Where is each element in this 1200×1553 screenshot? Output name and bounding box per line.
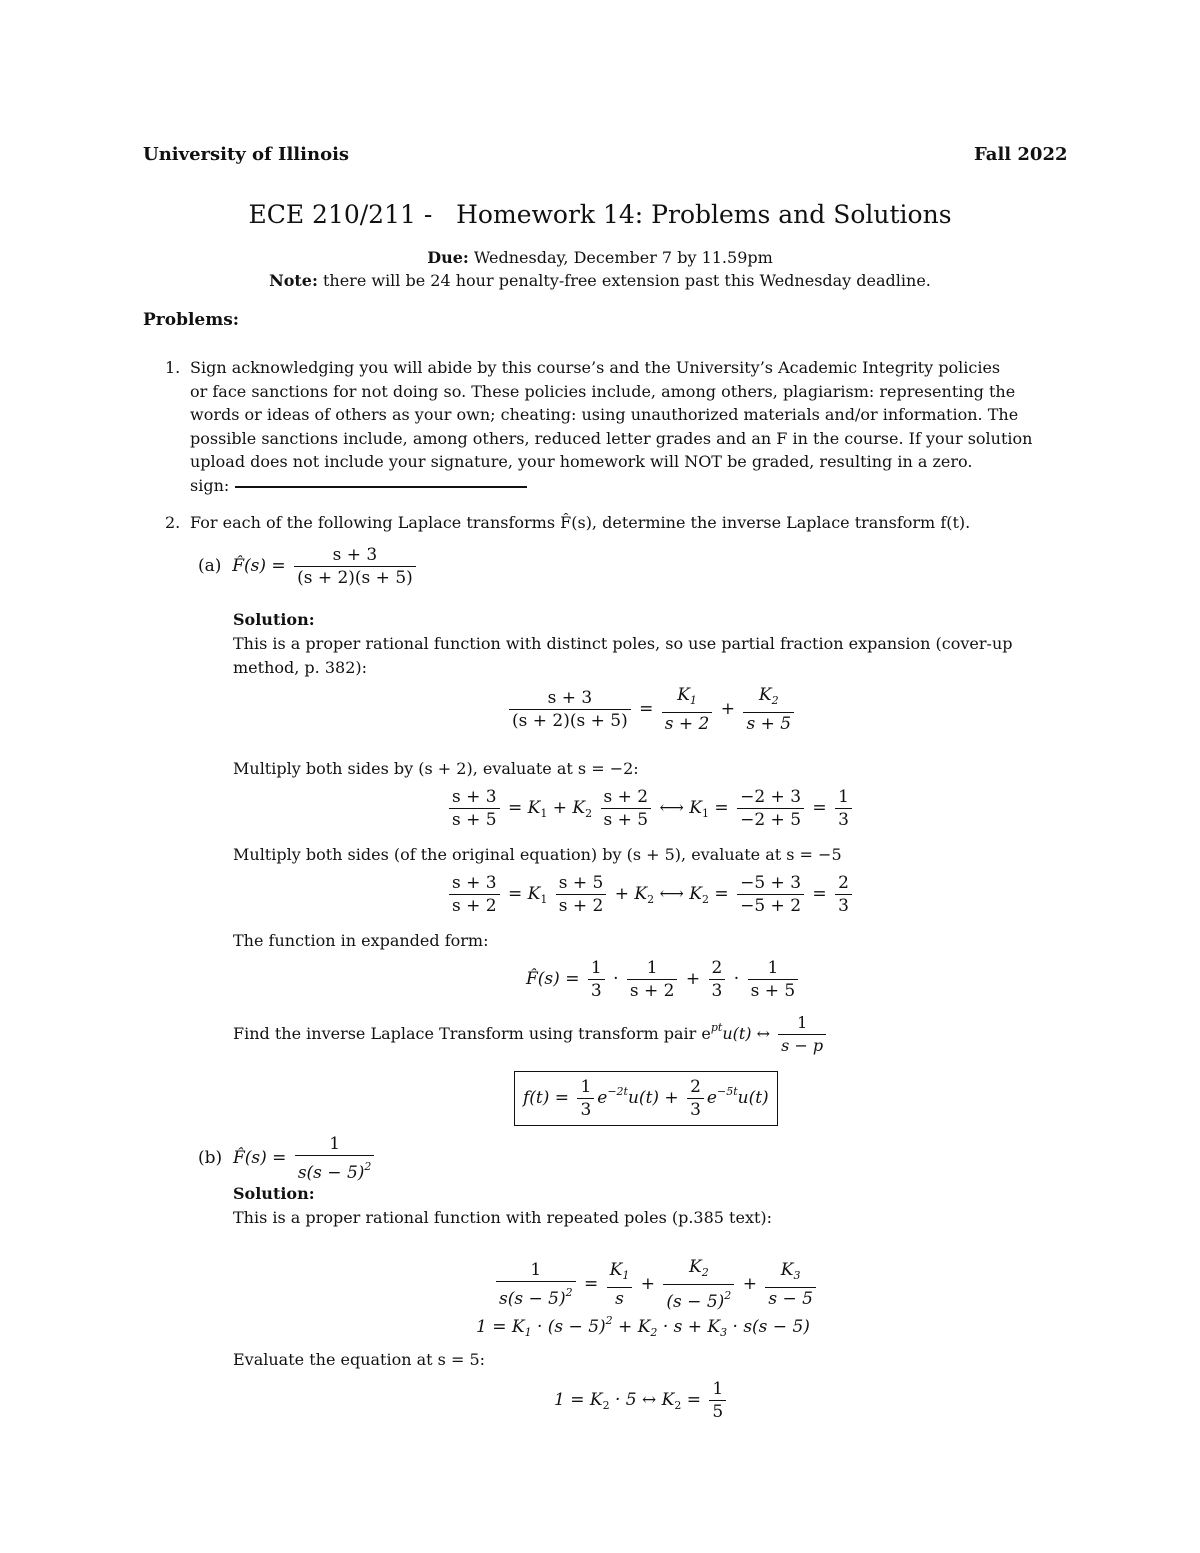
fraction-denominator: (s + 2)(s + 5) — [509, 709, 631, 732]
part-b-fraction — [295, 1133, 375, 1184]
term: + K — [614, 884, 648, 904]
superscript: −2t — [607, 1085, 628, 1098]
superscript: 2 — [364, 1160, 372, 1173]
part-a-pfe-equation — [506, 684, 797, 735]
subscript: 2 — [702, 893, 710, 906]
fraction — [496, 1259, 576, 1310]
fraction-denominator — [663, 1284, 734, 1313]
fraction — [577, 1076, 594, 1121]
fraction-numerator: −5 + 3 — [740, 873, 802, 893]
subscript: 2 — [701, 1266, 709, 1279]
fraction-numerator — [662, 684, 713, 712]
term: + K — [612, 1317, 651, 1337]
fraction — [737, 872, 804, 917]
subscript: 1 — [702, 807, 710, 820]
coefficient: K — [758, 685, 772, 705]
fraction-denominator: s + 5 — [743, 712, 794, 735]
fraction-denominator: s — [607, 1287, 633, 1310]
semester: Fall 2022 — [974, 144, 1068, 165]
term: · (s − 5) — [531, 1317, 606, 1337]
problem1-line: upload does not include your signature, your homework will NOT be graded, resulting in a zero. — [190, 452, 973, 471]
subscript: 2 — [602, 1399, 610, 1412]
fraction-denominator: s + 2 — [662, 712, 713, 735]
eval-equation — [554, 1378, 729, 1423]
subscript: 3 — [720, 1326, 728, 1339]
plus: + — [720, 699, 736, 719]
fraction-numerator — [663, 1256, 734, 1284]
part-a-solution-text — [233, 632, 1073, 679]
fraction-denominator: s + 5 — [449, 808, 500, 831]
fraction-denominator: s + 2 — [627, 979, 678, 1002]
term: = K — [508, 798, 541, 818]
subscript: 1 — [689, 694, 697, 707]
fraction-numerator: 1 — [580, 1077, 592, 1097]
term: u(t) + — [627, 1088, 679, 1108]
part-b-label: (b) — [198, 1148, 223, 1168]
problem1-line: Sign acknowledging you will abide by this course’s and the University’s Academic Integrity policies — [190, 358, 1001, 377]
fraction-numerator: 2 — [838, 873, 849, 893]
step2-equation — [446, 872, 855, 917]
fraction-denominator — [496, 1281, 576, 1310]
subscript: 1 — [622, 1269, 630, 1282]
problem2-number: 2. — [165, 513, 181, 532]
fraction-denominator: 5 — [709, 1400, 726, 1423]
equals: = — [709, 884, 729, 904]
fraction-numerator — [765, 1259, 816, 1287]
fraction-numerator: 1 — [329, 1134, 341, 1154]
equals: = — [681, 1390, 702, 1410]
fraction-numerator: s + 5 — [558, 873, 604, 893]
term: · 5 ↔ K — [609, 1390, 675, 1410]
part-b-coefficient-equation — [476, 1314, 810, 1339]
term: 1 = K — [476, 1317, 525, 1337]
term: e — [706, 1088, 717, 1108]
fraction-numerator — [743, 684, 794, 712]
superscript: pt — [710, 1021, 723, 1034]
fraction-numerator: s + 3 — [332, 545, 378, 565]
term: F̂(s) = — [526, 969, 580, 989]
expanded-text: The function in expanded form: — [233, 931, 489, 950]
term: ⟷ K — [654, 884, 703, 904]
inverse-text-line — [233, 1012, 829, 1057]
signature-row — [190, 474, 1070, 498]
coefficient: K — [780, 1260, 794, 1280]
due-label: Due: — [427, 248, 469, 267]
fraction-denominator: 3 — [577, 1098, 594, 1121]
problems-heading: Problems: — [143, 310, 240, 330]
term: 1 = K — [554, 1390, 603, 1410]
plus: + — [640, 1274, 656, 1294]
fraction-denominator: −5 + 2 — [737, 894, 804, 917]
plus: + — [742, 1274, 757, 1294]
subscript: 1 — [540, 893, 548, 906]
step1-equation — [446, 786, 855, 831]
subscript: 2 — [650, 1326, 658, 1339]
fraction-denominator: 3 — [588, 979, 605, 1002]
term: ⟷ K — [659, 798, 703, 818]
subscript: 2 — [585, 807, 593, 820]
term: · s + K — [657, 1317, 721, 1337]
dot: · — [733, 969, 740, 989]
fraction-numerator: 2 — [711, 958, 723, 978]
fraction-numerator: 1 — [767, 958, 779, 978]
superscript: 2 — [605, 1314, 613, 1327]
step2-text: Multiply both sides (of the original equation) by (s + 5), evaluate at s = −5 — [233, 845, 842, 864]
fraction-denominator: (s + 2)(s + 5) — [294, 566, 416, 589]
equals: = — [709, 798, 729, 818]
page-title: ECE 210/211 - Homework 14: Problems and Solutions — [248, 200, 952, 229]
fraction-numerator: 1 — [530, 1260, 542, 1280]
fraction — [687, 1076, 704, 1121]
signature-line[interactable] — [235, 486, 527, 488]
fraction — [743, 684, 794, 735]
fraction-numerator: 1 — [646, 958, 658, 978]
coefficient: K — [689, 1257, 702, 1277]
fraction — [509, 687, 631, 732]
fraction — [662, 684, 713, 735]
fraction-denominator: s + 5 — [748, 979, 799, 1002]
fraction — [835, 872, 852, 917]
fraction — [709, 1378, 726, 1423]
part-b-pfe-equation — [493, 1256, 819, 1313]
plus: + — [685, 969, 701, 989]
subscript: 2 — [647, 893, 655, 906]
subscript: 2 — [674, 1399, 682, 1412]
fraction-denominator: s + 5 — [601, 808, 652, 831]
fraction-denominator: 3 — [835, 808, 852, 831]
equals: = — [812, 884, 827, 904]
note-text: there will be 24 hour penalty-free extension past this Wednesday deadline. — [317, 271, 931, 290]
problem1-line: possible sanctions include, among others, reduced letter grades and an F in the course. If your solution — [190, 428, 1033, 448]
part-b-solution-label: Solution: — [233, 1184, 315, 1203]
term: u(t) — [737, 1088, 769, 1108]
subscript: 2 — [771, 694, 779, 707]
part-a-lhs: F̂(s) = — [232, 556, 286, 576]
dot: · — [613, 969, 619, 989]
equals: = — [639, 699, 654, 719]
term: u(t) ↔ — [722, 1024, 771, 1043]
term: + K — [547, 798, 586, 818]
solution-line: This is a proper rational function with distinct poles, so use partial fraction expansion (cover-up — [233, 634, 1013, 653]
due-line — [0, 248, 1200, 267]
term: f(t) = — [523, 1088, 570, 1108]
fraction — [627, 957, 678, 1002]
problem1-body — [190, 356, 1070, 497]
fraction-numerator: s + 3 — [452, 873, 497, 893]
fraction — [449, 872, 500, 917]
fraction-numerator: 1 — [838, 787, 849, 807]
expanded-equation — [526, 957, 801, 1002]
problem2-intro: For each of the following Laplace transforms F̂(s), determine the inverse Laplace transform f(t). — [190, 513, 971, 532]
university-name: University of Illinois — [143, 144, 350, 165]
note-line — [0, 271, 1200, 290]
term: s(s − 5) — [499, 1289, 566, 1309]
part-b-solution-text: This is a proper rational function with repeated poles (p.385 text): — [233, 1208, 773, 1227]
fraction — [709, 957, 726, 1002]
fraction — [556, 872, 607, 917]
fraction-numerator: 1 — [590, 958, 602, 978]
sign-label: sign: — [190, 475, 230, 495]
subscript: 3 — [793, 1269, 801, 1282]
term: · s(s − 5) — [727, 1317, 810, 1337]
fraction — [835, 786, 852, 831]
subscript: 1 — [540, 807, 548, 820]
superscript: −5t — [716, 1085, 738, 1098]
fraction — [737, 786, 804, 831]
subscript: 1 — [524, 1326, 532, 1339]
part-a-answer-box — [514, 1071, 778, 1126]
fraction-numerator: 2 — [690, 1077, 701, 1097]
fraction-numerator: −2 + 3 — [740, 787, 802, 807]
solution-line: method, p. 382): — [233, 657, 368, 677]
coefficient: K — [609, 1260, 623, 1280]
fraction-denominator: −2 + 5 — [737, 808, 804, 831]
fraction-numerator — [607, 1259, 633, 1287]
fraction — [748, 957, 799, 1002]
fraction-denominator: 3 — [687, 1098, 704, 1121]
coefficient: K — [677, 685, 690, 705]
fraction-denominator: 3 — [709, 979, 726, 1002]
fraction-numerator: s + 3 — [547, 688, 593, 708]
part-a-fraction — [294, 544, 416, 589]
fraction — [765, 1259, 816, 1310]
problem1-line: words or ideas of others as your own; cheating: using unauthorized materials and/or information. The — [190, 405, 1019, 424]
fraction — [663, 1256, 734, 1313]
fraction — [449, 786, 500, 831]
equals: = — [812, 798, 827, 818]
fraction — [607, 1259, 633, 1310]
fraction — [778, 1012, 826, 1057]
fraction-numerator: 1 — [712, 1379, 724, 1399]
fraction-numerator: 1 — [797, 1013, 808, 1032]
fraction-denominator: s + 2 — [449, 894, 500, 917]
problem1-number: 1. — [165, 358, 181, 377]
term: e — [597, 1088, 608, 1108]
fraction — [601, 786, 652, 831]
note-label: Note: — [269, 271, 318, 290]
equals: = — [584, 1274, 599, 1294]
fraction-denominator: s − 5 — [765, 1287, 816, 1310]
problem1-line: or face sanctions for not doing so. These policies include, among others, plagiarism: representing the — [190, 381, 1016, 401]
part-a-solution-label: Solution: — [233, 610, 315, 629]
part-a-statement — [198, 544, 419, 589]
fraction-numerator: s + 3 — [452, 787, 497, 807]
fraction-denominator — [295, 1155, 375, 1184]
superscript: 2 — [724, 1289, 732, 1302]
fraction-denominator: s − p — [778, 1034, 826, 1057]
part-b-statement — [198, 1133, 377, 1184]
part-a-label: (a) — [198, 556, 222, 576]
due-text: Wednesday, December 7 by 11.59pm — [468, 248, 773, 267]
superscript: 2 — [565, 1286, 573, 1299]
inverse-text: Find the inverse Laplace Transform using transform pair e — [233, 1024, 711, 1043]
fraction-numerator: s + 2 — [603, 787, 649, 807]
fraction-denominator: 3 — [835, 894, 852, 917]
eval-text: Evaluate the equation at s = 5: — [233, 1350, 486, 1369]
fraction — [588, 957, 605, 1002]
term: s(s − 5) — [297, 1163, 365, 1183]
term: (s − 5) — [666, 1292, 725, 1312]
step1-text: Multiply both sides by (s + 2), evaluate at s = −2: — [233, 759, 639, 778]
part-b-lhs: F̂(s) = — [232, 1148, 287, 1168]
term: = K — [508, 884, 541, 904]
fraction-denominator: s + 2 — [556, 894, 607, 917]
